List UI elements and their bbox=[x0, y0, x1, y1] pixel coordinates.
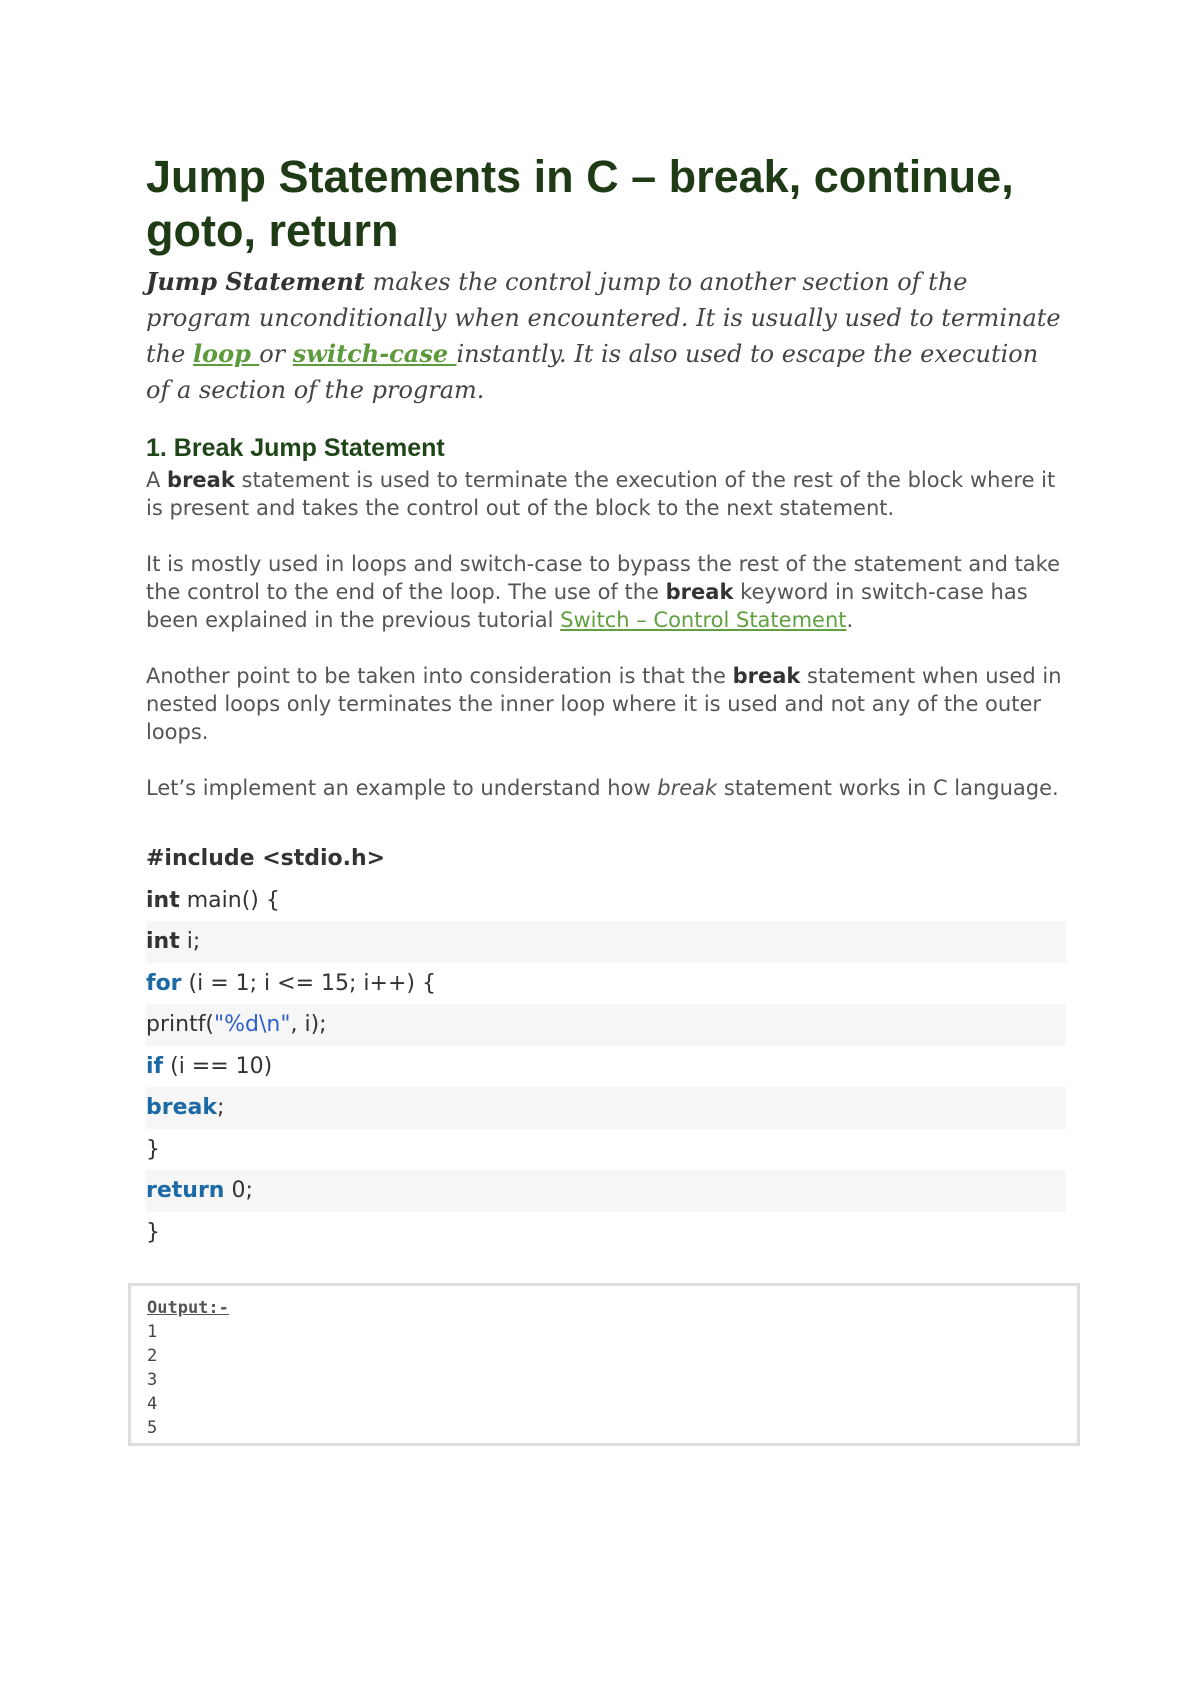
break-paragraph-3 bbox=[146, 662, 1066, 746]
text: Another point to be taken into consideration is that the bbox=[146, 664, 733, 688]
keyword-break: break bbox=[167, 468, 235, 492]
output-line: 5 bbox=[147, 1418, 158, 1438]
code-line bbox=[146, 1046, 1066, 1088]
code-keyword: break bbox=[146, 1095, 217, 1120]
code-line bbox=[146, 1087, 1066, 1129]
code-keyword: int bbox=[146, 887, 180, 913]
intro-lead: Jump Statement bbox=[146, 267, 365, 296]
code-line bbox=[146, 1212, 1066, 1254]
code-text: } bbox=[146, 1219, 160, 1245]
code-text: #include <stdio.h> bbox=[146, 846, 386, 871]
text: statement works in C language. bbox=[717, 776, 1059, 800]
keyword-break: break bbox=[665, 580, 734, 604]
code-line bbox=[146, 1170, 1066, 1212]
text: keyword in switch-case has been explained in the previous tutorial bbox=[146, 580, 1028, 632]
output-box bbox=[128, 1283, 1080, 1446]
keyword-break: break bbox=[732, 664, 801, 688]
keyword-break-italic: break bbox=[657, 776, 718, 800]
switch-control-statement-link[interactable]: Switch – Control Statement bbox=[560, 608, 847, 632]
output-line: 2 bbox=[147, 1346, 158, 1366]
output-line: 1 bbox=[147, 1322, 158, 1342]
break-paragraph-1 bbox=[146, 466, 1066, 522]
text: It is mostly used in loops and switch-case to bypass the rest of the statement and take the control to the end of the loop. The use of the bbox=[146, 552, 1061, 604]
code-keyword: int bbox=[146, 929, 180, 954]
page-title: Jump Statements in C – break, continue, goto, return bbox=[146, 151, 1014, 256]
code-text: (i == 10) bbox=[163, 1053, 273, 1079]
text: . bbox=[846, 608, 854, 632]
intro-text-2: or bbox=[259, 340, 293, 368]
code-text: i; bbox=[179, 929, 201, 954]
intro-text-1: makes the control jump to another section of the program unconditionally when encountered. It is usually used to terminate the bbox=[146, 268, 1061, 368]
code-text: 0; bbox=[224, 1178, 253, 1203]
code-keyword: return bbox=[146, 1178, 225, 1203]
code-line bbox=[146, 880, 1066, 922]
code-text: ; bbox=[217, 1095, 225, 1120]
text: A bbox=[146, 468, 168, 492]
code-text: } bbox=[146, 1136, 160, 1162]
code-keyword: if bbox=[146, 1053, 164, 1079]
article-content bbox=[146, 150, 1066, 1253]
code-line bbox=[146, 963, 1066, 1005]
code-line bbox=[146, 1004, 1066, 1046]
output-line: 4 bbox=[147, 1394, 158, 1414]
code-text: printf( bbox=[146, 1012, 215, 1037]
text: statement when used in nested loops only terminates the inner loop where it is used and not any of the outer loops. bbox=[146, 664, 1062, 744]
text: Let’s implement an example to understand how bbox=[146, 776, 658, 800]
intro-text-3: instantly. It is also used to escape the execution of a section of the program. bbox=[146, 340, 1039, 404]
code-line bbox=[146, 838, 1066, 880]
code-text: , i); bbox=[290, 1012, 327, 1037]
break-paragraph-2 bbox=[146, 550, 1066, 634]
code-string: "%d\n" bbox=[214, 1012, 291, 1037]
output-label: Output:- bbox=[147, 1298, 229, 1318]
section-heading-break: 1. Break Jump Statement bbox=[146, 434, 445, 462]
text: statement is used to terminate the execution of the rest of the block where it is present and takes the control out of the block to the next statement. bbox=[146, 468, 1056, 520]
intro-paragraph bbox=[146, 264, 1066, 408]
loop-link[interactable]: loop bbox=[192, 339, 260, 368]
code-line bbox=[146, 921, 1066, 963]
code-block bbox=[146, 838, 1066, 1253]
code-text: (i = 1; i <= 15; i++) { bbox=[181, 970, 436, 996]
code-keyword: for bbox=[146, 970, 182, 996]
switch-case-link[interactable]: switch-case bbox=[292, 339, 457, 368]
code-text: main() { bbox=[179, 887, 280, 913]
break-paragraph-4 bbox=[146, 774, 1066, 802]
code-line bbox=[146, 1129, 1066, 1171]
output-line: 3 bbox=[147, 1370, 158, 1390]
